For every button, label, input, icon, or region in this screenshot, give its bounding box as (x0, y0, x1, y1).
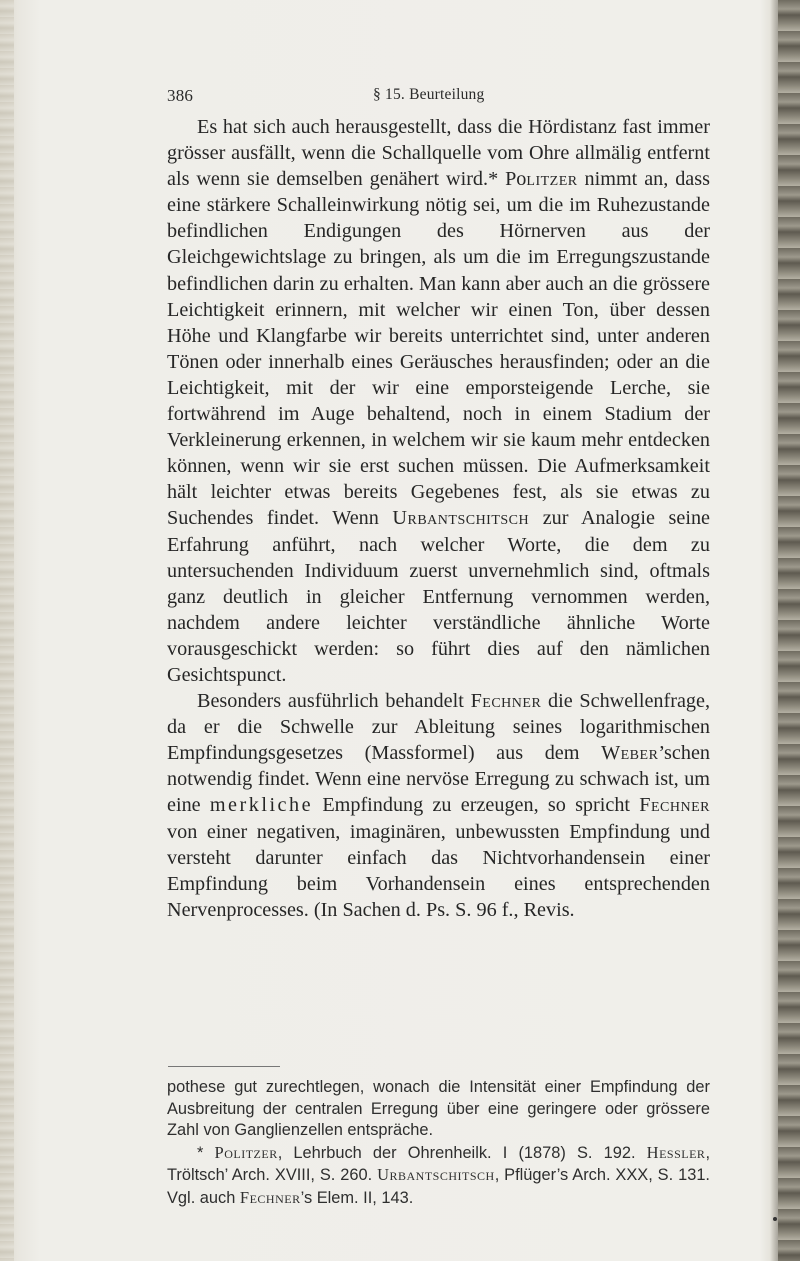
paragraph (167, 114, 710, 688)
footnote-mark: * (197, 1143, 215, 1162)
text-run: zur Analogie seine Erfahrung anführt, nach welcher Worte, die dem zu untersuchenden Individuum zuerst unvernehmlich sind, oftmals ganz deutlich in gleicher Entfernung vernommen werden, nachdem andere leichter verständliche ähnliche Worte vorausgeschickt werden: so führt dies auf den nämlichen Gesichtspunct. (167, 507, 710, 686)
text-run: , Tröltsch’ Arch. XVIII, S. 260. (167, 1143, 710, 1184)
section-title: § 15. Beurteilung (373, 86, 485, 103)
text-run: Besonders ausführlich behandelt (197, 690, 471, 713)
author-name: Fechner (239, 1187, 301, 1207)
author-name: Weber (601, 742, 659, 765)
text-run: Es hat sich auch herausgestellt, dass die Hördistanz fast immer grösser ausfällt, wenn die Schallquelle vom Ohre allmälig entfernt als wenn sie demselben genähert wird.* Po (167, 116, 710, 191)
running-head (167, 86, 687, 112)
text-run: nimmt an, dass eine stärkere Schalleinwirkung nötig sei, um die im Ruhezustande befindlichen Endigungen des Hörnerven aus der Gleichgewichtslage zu bringen, als um die im Erregungszustande befindlichen darin zu erhalten. Man kann aber auch an die grössere Leichtigkeit erinnern, mit welcher wir einen Ton, über dessen Höhe und Klangfarbe wir bereits unterrichtet sind, unter anderen Tönen oder innerhalb eines Geräusches herausfinden; oder an die Leichtigkeit, mit der wir eine emporsteigende Lerche, sie fortwährend im Auge behaltend, noch in einem Stadium der Verkleinerung erkennen, in welchem wir sie kaum mehr entdecken können, wenn wir sie erst suchen müssen. Die Aufmerksamkeit hält leichter etwas bereits Gegebenes fest, als sie etwas zu Suchendes findet. Wenn (167, 168, 710, 530)
text-run: die Schwellenfrage, da er die Schwelle zur Ableitung seines logarithmischen Empfindungsgesetzes (Massformel) aus dem (167, 690, 711, 765)
author-name: Fechner (639, 794, 710, 817)
text-run: ’schen notwendig findet. Wenn eine nervöse Erregung zu schwach ist, um eine (167, 742, 710, 817)
text-run: , Pflüger’s Arch. XXX, S. 131. Vgl. auch (167, 1166, 710, 1207)
text-run: Empfindung zu erzeugen, so spricht (313, 794, 640, 817)
right-page-edge (778, 0, 800, 1261)
footnote (167, 1142, 710, 1210)
author-name: Politzer (214, 1142, 278, 1162)
binding-shadow (770, 0, 778, 1261)
main-text (167, 114, 710, 923)
text-run: , Lehrbuch der Ohrenheilk. I (1878) S. 192. (277, 1143, 647, 1162)
ink-speck (773, 1217, 777, 1221)
author-name: Urbantschitsch (392, 507, 530, 530)
page-number: 386 (167, 86, 194, 105)
footnote-continuation: pothese gut zurechtlegen, wonach die Intensität einer Empfindung der Ausbreitung der centralen Erregung über eine geringere oder grössere Zahl von Ganglienzellen entspräche. (167, 1078, 710, 1139)
text-run: ’s Elem. II, 143. (300, 1188, 414, 1207)
author-name: Fechner (470, 690, 542, 713)
emphasized-word: merkliche (209, 794, 314, 817)
footnotes (167, 1077, 710, 1209)
author-name: litzer (526, 168, 578, 191)
paragraph (167, 688, 710, 923)
author-name: Urbantschitsch (377, 1165, 495, 1184)
footnote-rule (168, 1066, 280, 1067)
text-run: von einer negativen, imaginären, unbewussten Empfindung und versteht darunter einfach das Nichtvorhandensein einer Empfindung beim Vorhandensein eines entsprechenden Nervenprocesses. (In Sachen d. Ps. S. 96 f., Revis. (167, 820, 710, 921)
left-page-edge (0, 0, 14, 1261)
author-name: Hessler (646, 1142, 706, 1162)
